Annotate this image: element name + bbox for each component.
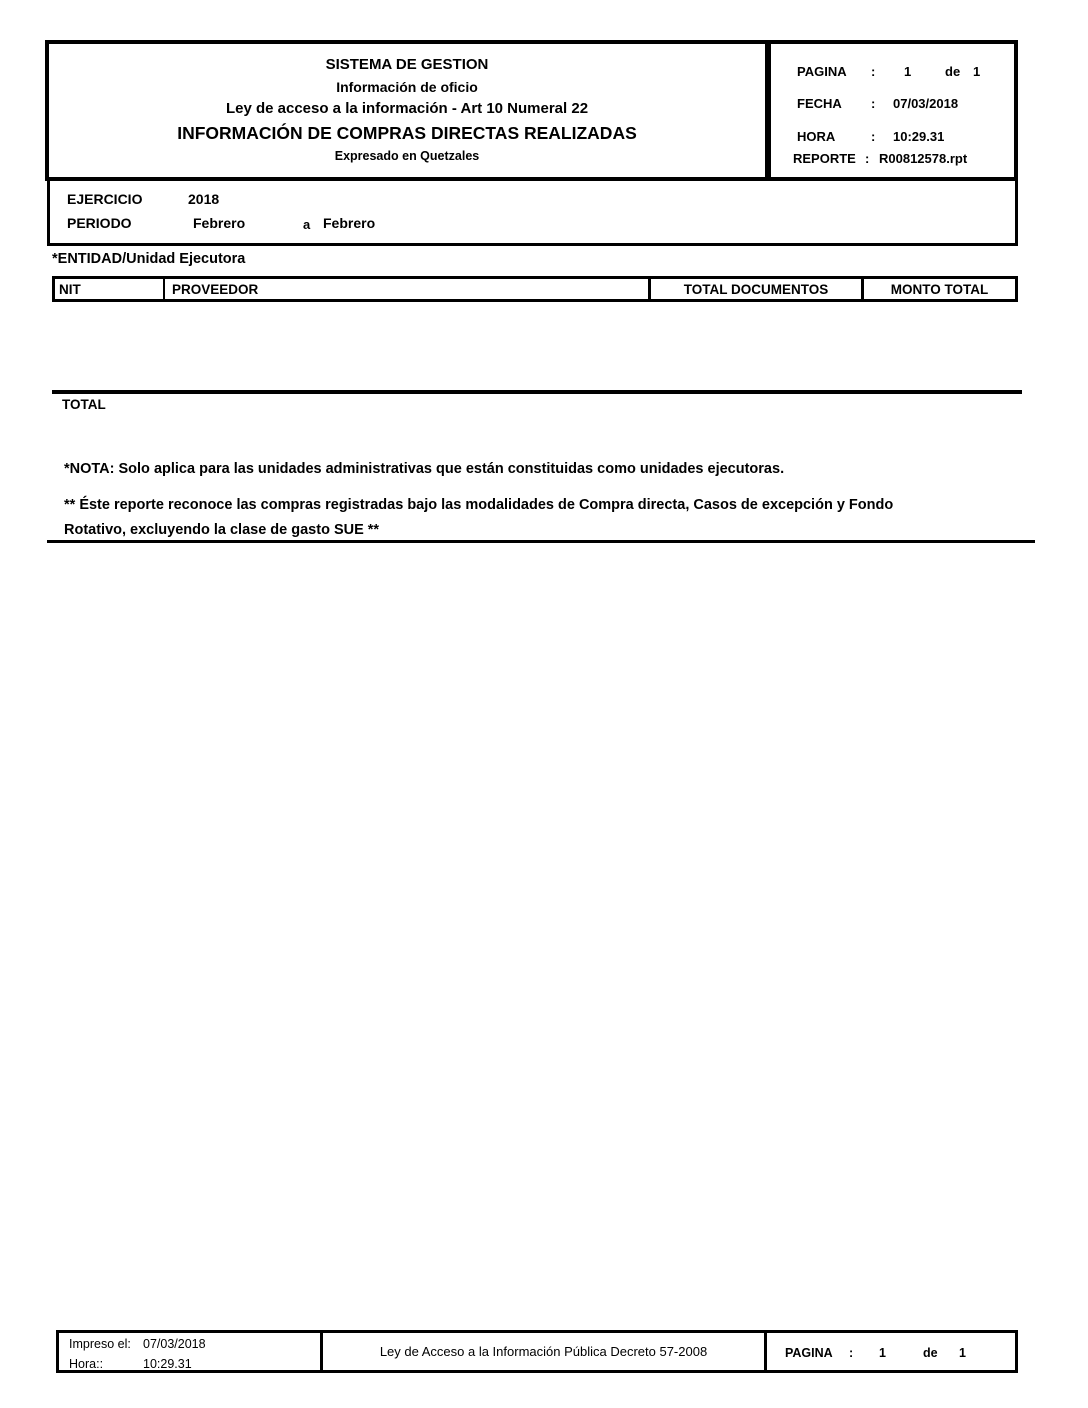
- pagina-label: PAGINA: [797, 64, 847, 79]
- periodo-a: a: [303, 217, 311, 232]
- subtitle-oficio: Información de oficio: [336, 79, 478, 95]
- hora-colon: :: [871, 129, 876, 144]
- page-footer: [56, 1330, 1018, 1373]
- footer-law-label: Ley de Acceso a la Información Pública Decreto 57-2008: [379, 1344, 708, 1359]
- subtitle-ley: Ley de acceso a la información - Art 10 Numeral 22: [225, 100, 589, 117]
- notes-divider-rule: [47, 540, 1035, 543]
- hora-label: HORA: [797, 129, 836, 144]
- col-header-proveedor: PROVEEDOR: [165, 279, 651, 299]
- fecha-value: 07/03/2018: [893, 96, 959, 111]
- col-header-monto-total: MONTO TOTAL: [890, 281, 989, 297]
- footer-pagina-total: 1: [959, 1346, 966, 1360]
- ejercicio-value: 2018: [188, 191, 220, 207]
- pagina-value: 1: [904, 64, 912, 79]
- periodo-to: Febrero: [323, 215, 376, 231]
- col-header-total-documentos: TOTAL DOCUMENTOS: [651, 279, 864, 299]
- footer-pagina-de: de: [923, 1346, 938, 1360]
- ejercicio-label: EJERCICIO: [67, 191, 143, 207]
- system-title: SISTEMA DE GESTION: [325, 56, 489, 73]
- footer-pagina-value: 1: [879, 1346, 886, 1360]
- total-divider-rule: [52, 390, 1022, 394]
- periodo-from: Febrero: [193, 215, 246, 231]
- periodo-label: PERIODO: [67, 215, 132, 231]
- pagina-colon: :: [871, 64, 876, 79]
- fecha-label: FECHA: [797, 96, 842, 111]
- footer-law-text: [323, 1333, 767, 1370]
- subtitle-quetzales: Expresado en Quetzales: [334, 149, 480, 163]
- pagina-total: 1: [973, 64, 981, 79]
- filter-box: [47, 181, 1018, 246]
- footer-pagina-label: PAGINA: [785, 1346, 833, 1360]
- col-header-nit: NIT: [55, 279, 165, 299]
- note-modalidades: ** Éste reporte reconoce las compras registradas bajo las modalidades de Compra directa, Casos de excepción y Fondo Rotativo, excluyendo la clase de gasto SUE **: [64, 497, 894, 538]
- reporte-label: REPORTE: [793, 151, 856, 166]
- hora-value: 10:29.31: [893, 129, 945, 144]
- impreso-value: 07/03/2018: [143, 1337, 206, 1351]
- total-label: TOTAL: [62, 397, 106, 412]
- report-title: INFORMACIÓN DE COMPRAS DIRECTAS REALIZADAS: [177, 123, 637, 143]
- impreso-label: Impreso el:: [69, 1337, 131, 1351]
- footer-pagina-colon: :: [849, 1346, 854, 1360]
- footer-page-info: [767, 1333, 1015, 1370]
- report-meta-box: [768, 40, 1018, 181]
- footer-hora-label: Hora::: [69, 1357, 104, 1371]
- footer-hora-value: 10:29.31: [143, 1357, 192, 1371]
- fecha-colon: :: [871, 96, 876, 111]
- footer-print-info: [59, 1333, 323, 1370]
- reporte-value: R00812578.rpt: [879, 151, 968, 166]
- table-header: [52, 276, 1018, 302]
- note-unidades-ejecutoras: *NOTA: Solo aplica para las unidades administrativas que están constituidas como unidades ejecutoras.: [64, 461, 785, 477]
- entidad-label: *ENTIDAD/Unidad Ejecutora: [52, 251, 246, 267]
- reporte-colon: :: [865, 151, 870, 166]
- report-title-box: [45, 40, 768, 181]
- pagina-de: de: [945, 64, 961, 79]
